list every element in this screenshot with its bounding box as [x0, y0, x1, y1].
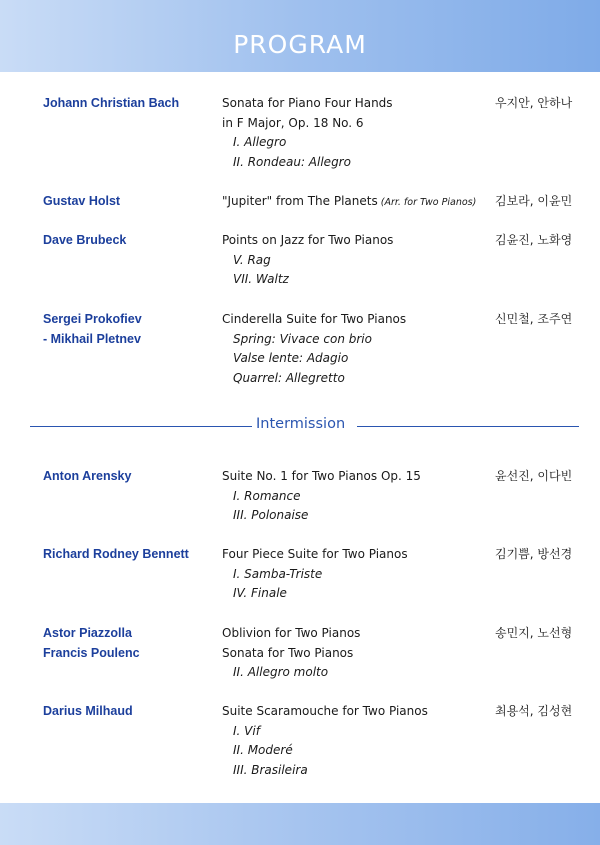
performers: 최용석, 김성현: [495, 704, 573, 718]
composer-line: Dave Brubeck: [43, 233, 127, 247]
intermission-divider: [30, 416, 579, 438]
composer-line: Astor Piazzolla: [43, 626, 132, 640]
footer-band: [0, 803, 600, 845]
work-details: [222, 545, 408, 604]
work-title: [222, 702, 428, 722]
composer-name: [43, 94, 179, 114]
line-text: Sonata for Two Pianos: [222, 645, 354, 660]
work-title: [222, 114, 393, 134]
performers: 송민지, 노선형: [495, 626, 573, 640]
arrangement-note: (Arr. for Two Pianos): [377, 197, 477, 208]
composer-name: [43, 702, 133, 722]
movement-title: [222, 663, 360, 683]
movement-title: [222, 487, 421, 507]
line-text: I. Allegro: [233, 135, 287, 150]
movement-title: [222, 565, 408, 585]
divider-line-right: [357, 426, 579, 427]
work-details: [222, 94, 393, 172]
composer-line: Anton Arensky: [43, 469, 132, 483]
line-text: I. Samba-Triste: [233, 566, 323, 581]
line-text: II. Allegro molto: [233, 665, 329, 680]
movement-title: [222, 349, 406, 369]
movement-title: [222, 330, 406, 350]
composer-line: Francis Poulenc: [43, 645, 140, 660]
performers: 우지안, 안하나: [495, 96, 573, 110]
work-title: [222, 624, 360, 644]
intermission-label: Intermission: [256, 416, 346, 432]
line-text: Sonata for Piano Four Hands: [222, 96, 393, 110]
work-title: [222, 231, 393, 251]
movement-title: [222, 369, 406, 389]
line-text: Oblivion for Two Pianos: [222, 626, 361, 640]
movement-title: [222, 506, 421, 526]
composer-line: Darius Milhaud: [43, 704, 133, 718]
composer-name: [43, 545, 189, 565]
line-text: II. Moderé: [233, 743, 293, 758]
movement-title: [222, 722, 428, 742]
work-details: [222, 310, 406, 388]
line-text: V. Rag: [233, 252, 271, 267]
composer-line: - Mikhail Pletnev: [43, 331, 141, 346]
performers: 신민철, 조주연: [495, 312, 573, 326]
composer-name: [43, 192, 120, 212]
work-details: [222, 467, 421, 526]
composer-name: [43, 231, 126, 251]
movement-title: [222, 761, 428, 781]
line-text: Quarrel: Allegretto: [233, 370, 345, 385]
composer-line: Richard Rodney Bennett: [43, 547, 189, 561]
performers: 윤선진, 이다빈: [495, 469, 573, 483]
performers: 김기쁨, 방선경: [495, 547, 573, 561]
line-text: Four Piece Suite for Two Pianos: [222, 547, 408, 561]
work-title: [222, 545, 408, 565]
line-text: Suite Scaramouche for Two Pianos: [222, 704, 428, 718]
divider-line-left: [30, 426, 252, 427]
composer-line: Sergei Prokofiev: [43, 312, 142, 326]
line-text: "Jupiter" from The Planets: [222, 194, 378, 208]
work-details: [222, 231, 393, 290]
composer-name: [43, 310, 142, 349]
work-title: [222, 94, 393, 114]
line-text: I. Vif: [233, 723, 260, 738]
line-text: Suite No. 1 for Two Pianos Op. 15: [222, 469, 421, 483]
line-text: Points on Jazz for Two Pianos: [222, 233, 394, 247]
movement-title: [222, 270, 393, 290]
performers: 김윤진, 노화영: [495, 233, 573, 247]
composer-line: Johann Christian Bach: [43, 96, 180, 110]
line-text: III. Polonaise: [233, 508, 309, 523]
work-title: [222, 467, 421, 487]
work-details: [222, 702, 428, 780]
work-title: [222, 310, 406, 330]
line-text: II. Rondeau: Allegro: [233, 154, 351, 169]
line-text: III. Brasileira: [233, 762, 308, 777]
work-details: [222, 192, 476, 213]
composer-line: Gustav Holst: [43, 194, 121, 208]
line-text: IV. Finale: [233, 586, 287, 601]
movement-title: [222, 584, 408, 604]
line-text: Valse lente: Adagio: [233, 351, 349, 366]
performers: 김보라, 이윤민: [495, 194, 573, 208]
page-title: PROGRAM: [233, 30, 367, 59]
movement-title: [222, 251, 393, 271]
composer-name: [43, 624, 140, 663]
movement-title: [222, 133, 393, 153]
line-text: I. Romance: [233, 488, 301, 503]
work-title: [222, 192, 476, 213]
work-details: [222, 624, 360, 683]
line-text: in F Major, Op. 18 No. 6: [222, 115, 364, 130]
composer-name: [43, 467, 131, 487]
work-title: [222, 644, 360, 664]
line-text: VII. Waltz: [233, 272, 289, 287]
movement-title: [222, 153, 393, 173]
movement-title: [222, 741, 428, 761]
line-text: Cinderella Suite for Two Pianos: [222, 312, 407, 326]
line-text: Spring: Vivace con brio: [233, 331, 372, 346]
